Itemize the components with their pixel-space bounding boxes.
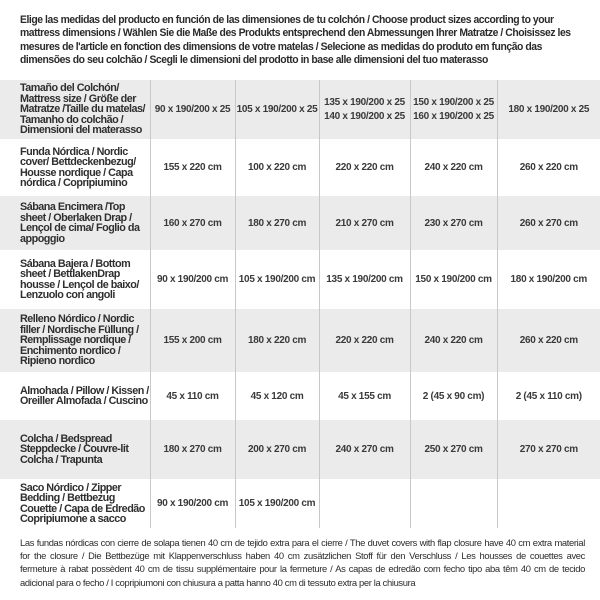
size-cell: 90 x 190/200 cm (150, 479, 235, 528)
size-cell: 135 x 190/200 cm (319, 250, 410, 309)
size-cell: 230 x 270 cm (410, 196, 497, 250)
size-cell: 260 x 220 cm (497, 139, 600, 196)
table-row (0, 420, 600, 479)
size-cell: 220 x 220 cm (319, 139, 410, 196)
size-cell: 45 x 155 cm (319, 372, 410, 420)
row-label: Sábana Bajera / Bottom sheet / BettlakenDrap housse / Lençol de baixo/ Lenzuolo con angoli (20, 257, 139, 301)
size-cell (497, 479, 600, 528)
size-table (0, 80, 600, 528)
size-cell: 240 x 220 cm (410, 309, 497, 372)
size-cell: 2 (45 x 110 cm) (497, 372, 600, 420)
table-row (0, 196, 600, 250)
table-row (0, 139, 600, 196)
size-cell (410, 479, 497, 528)
size-cell: 180 x 270 cm (235, 196, 319, 250)
table-row (0, 80, 600, 139)
size-cell: 155 x 220 cm (150, 139, 235, 196)
size-cell: 90 x 190/200 cm (150, 250, 235, 309)
size-cell (319, 479, 410, 528)
row-label: Relleno Nórdico / Nordic filler / Nordische Füllung / Remplissage nordique / Enchimento nordico / Ripieno nordico (0, 309, 150, 372)
size-cell: 250 x 270 cm (410, 420, 497, 479)
size-cell: 105 x 190/200 cm (235, 479, 319, 528)
intro-text: Elige las medidas del producto en función de las dimensiones de tu colchón / Choose product sizes according to your mattress dimensions / Wählen Sie die Maße des Produkts entsprechend den Abmessungen Ihrer Matratze / Choisissez les mesures de l'article en fonction des dimensions de votre matelas / Selecione as medidas do produto em função das dimensões do seu colchão / Scegli le dimensioni del prodotto in base alle dimensioni del tuo materasso (20, 14, 571, 67)
table-row (0, 309, 600, 372)
row-label: Colcha / Bedspread Steppdecke / Couvre-lit Colcha / Trapunta (0, 420, 150, 479)
size-cell: 100 x 220 cm (235, 139, 319, 196)
table-row (0, 250, 600, 309)
size-cell: 160 x 270 cm (150, 196, 235, 250)
size-cell: 260 x 270 cm (497, 196, 600, 250)
row-label: Almohada / Pillow / Kissen / Oreiller Almofada / Cuscino (20, 384, 149, 407)
row-label: Saco Nórdico / Zipper Bedding / Bettbezug Couette / Capa de Edredão Copripiumone a sacco (20, 481, 145, 525)
size-cell: 105 x 190/200 x 25 (235, 80, 319, 139)
size-cell: 105 x 190/200 cm (235, 250, 319, 309)
size-cell: 240 x 270 cm (319, 420, 410, 479)
footnote: Las fundas nórdicas con cierre de solapa tienen 40 cm de tejido extra para el cierre / The duvet covers with flap closure have 40 cm extra material for the closure / Die Bettbezüge mit Klappenverschluss haben 40 cm zusätzlichen Stoff für den Verschluss / Les housses de couettes avec fermeture à rabat possèdent 40 cm de tissu supplémentaire pour la fermeture / As capas de edredão com fecho tipo aba têm 40 cm de tecido adicional para o fecho / I copripiumoni con chiusura a patta hanno 40 cm di tessuto extra per la chiusura (20, 537, 585, 588)
size-cell: 260 x 220 cm (497, 309, 600, 372)
size-cell: 150 x 190/200 cm (410, 250, 497, 309)
row-label: Funda Nórdica / Nordic cover/ Bettdeckenbezug/ Housse nordique / Capa nórdica / Copripiumino (20, 145, 136, 189)
size-cell: 180 x 270 cm (150, 420, 235, 479)
size-cell: 90 x 190/200 x 25 (150, 80, 235, 139)
size-cell: 270 x 270 cm (497, 420, 600, 479)
size-cell: 220 x 220 cm (319, 309, 410, 372)
table-row (0, 372, 600, 420)
size-cell: 45 x 110 cm (150, 372, 235, 420)
size-cell: 240 x 220 cm (410, 139, 497, 196)
row-label: Tamaño del Colchón/ Mattress size / Größe der Matratze /Taille du matelas/ Tamanho do colchão / Dimensioni del materasso (0, 80, 150, 139)
size-cell: 45 x 120 cm (235, 372, 319, 420)
table-row (0, 479, 600, 528)
size-cell: 155 x 200 cm (150, 309, 235, 372)
size-cell: 180 x 190/200 cm (497, 250, 600, 309)
size-cell: 180 x 220 cm (235, 309, 319, 372)
size-cell: 135 x 190/200 x 25 140 x 190/200 x 25 (319, 80, 410, 139)
size-cell: 210 x 270 cm (319, 196, 410, 250)
size-cell: 200 x 270 cm (235, 420, 319, 479)
size-cell: 150 x 190/200 x 25 160 x 190/200 x 25 (410, 80, 497, 139)
size-cell: 2 (45 x 90 cm) (410, 372, 497, 420)
size-cell: 180 x 190/200 x 25 (497, 80, 600, 139)
row-label: Sábana Encimera /Top sheet / Oberlaken Drap / Lençol de cima/ Foglio da appoggio (0, 196, 150, 250)
